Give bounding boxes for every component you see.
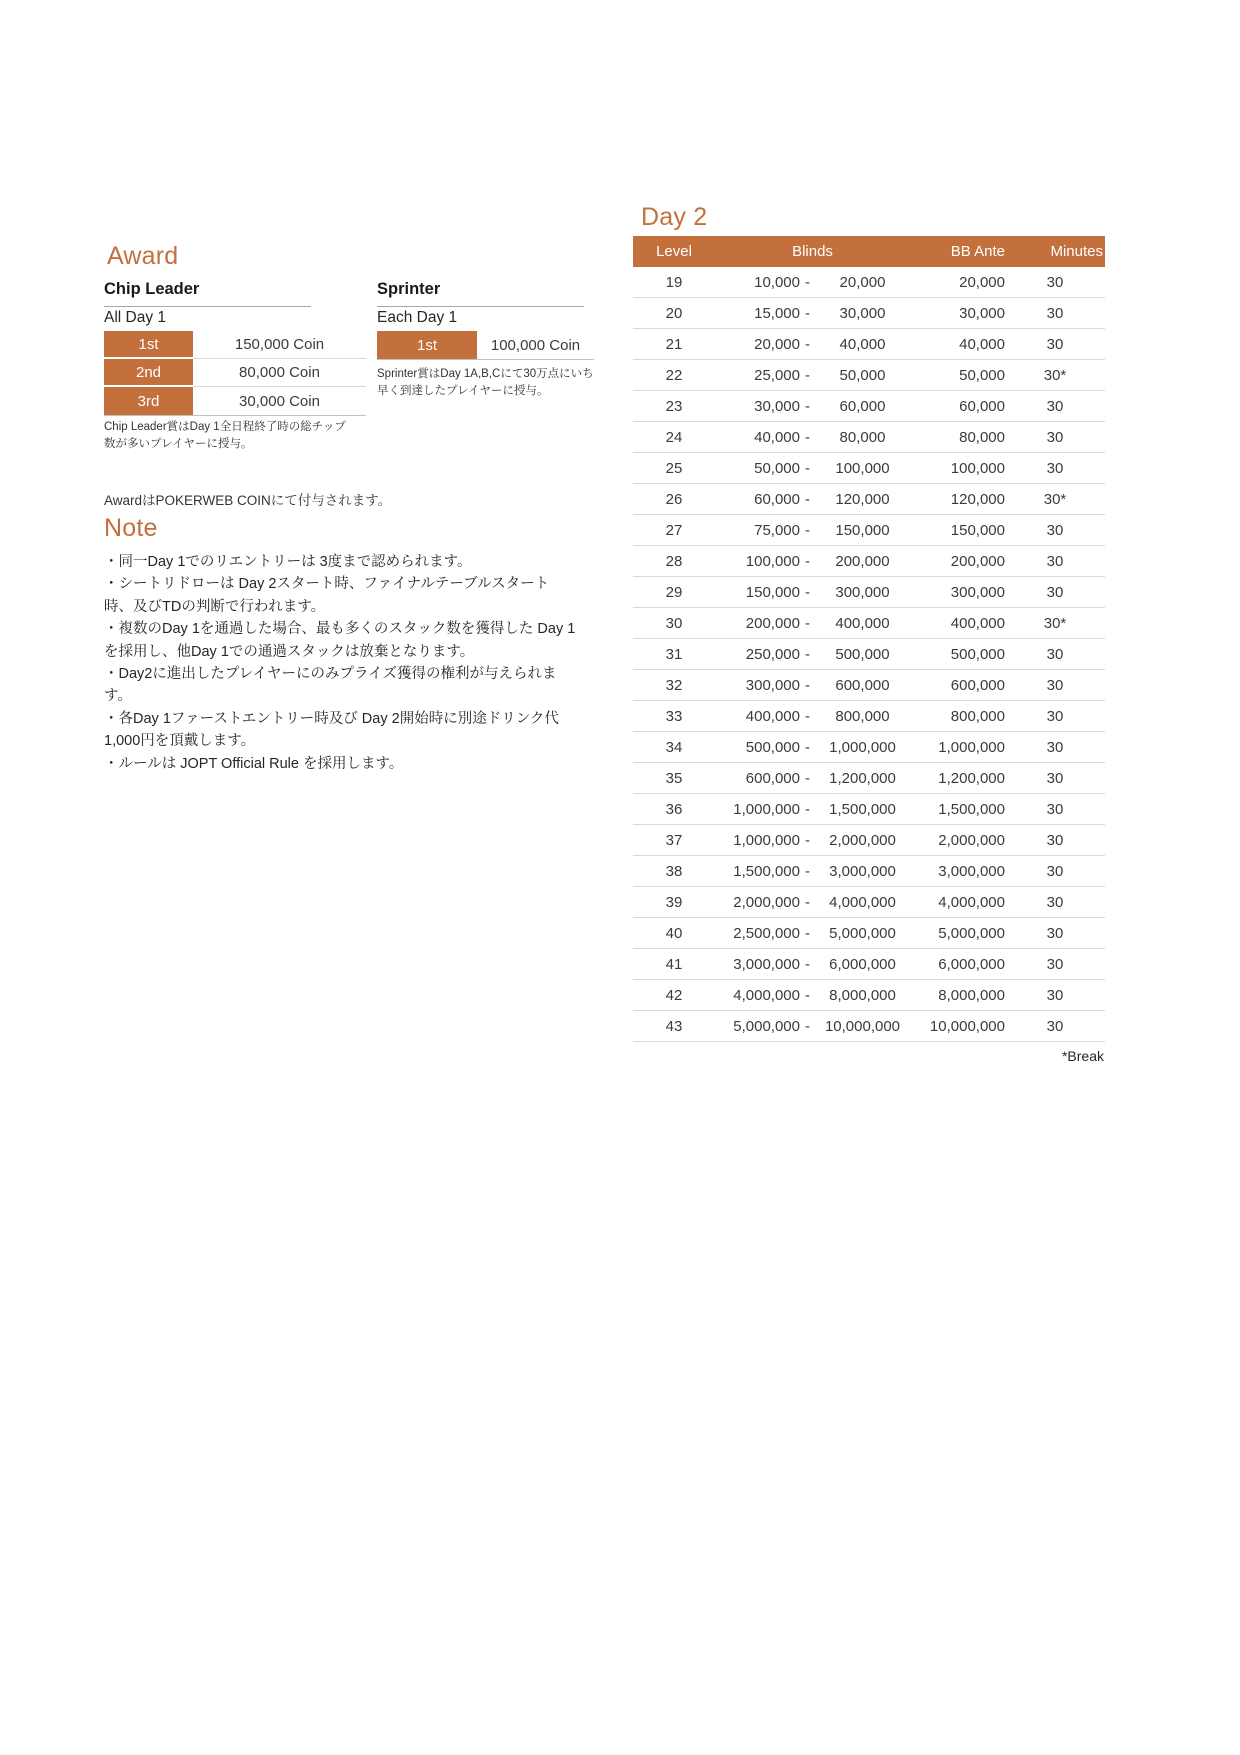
level-number: 33: [665, 707, 683, 725]
big-blind: 400,000: [835, 614, 890, 632]
level-row: [633, 763, 1105, 794]
prize-row: [104, 359, 366, 387]
level-row: [633, 484, 1105, 515]
small-blind: 4,000,000: [733, 986, 800, 1004]
chip-leader-note: Chip Leader賞はDay 1全日程終了時の総チップ数が多いプレイヤーに授与。: [104, 421, 346, 450]
blinds-dash: -: [805, 428, 810, 446]
big-blind: 1,000,000: [829, 738, 896, 756]
small-blind: 1,500,000: [733, 862, 800, 880]
blinds-cell: [715, 553, 910, 570]
small-blind: 40,000: [754, 428, 800, 446]
big-blind: 120,000: [835, 490, 890, 508]
level-row: [633, 360, 1105, 391]
big-blind: 30,000: [839, 304, 886, 322]
blinds-dash: -: [805, 924, 810, 942]
small-blind: 30,000: [754, 397, 800, 415]
blinds-dash: -: [805, 521, 810, 539]
blinds-cell: [715, 708, 910, 725]
level-number: 36: [665, 800, 683, 818]
bb-ante-value: 30,000: [959, 304, 1005, 322]
sprinter-heading: Sprinter: [377, 280, 584, 307]
blinds-dash: -: [805, 862, 810, 880]
level-row: [633, 639, 1105, 670]
minutes-value: 30: [1046, 459, 1064, 477]
minutes-value: 30: [1046, 304, 1064, 322]
blinds-dash: -: [805, 676, 810, 694]
bb-ante-value: 2,000,000: [938, 831, 1005, 849]
blinds-cell: [715, 615, 910, 632]
note-item: ・Day2に進出したプレイヤーにのみプライズ獲得の権利が与えられます。: [104, 666, 557, 705]
minutes-value: 30: [1046, 397, 1064, 415]
header-level: Level: [656, 243, 692, 260]
big-blind: 5,000,000: [829, 924, 896, 942]
minutes-value: 30: [1046, 552, 1064, 570]
blinds-cell: [715, 739, 910, 756]
level-number: 39: [665, 893, 683, 911]
prize-rank: 1st: [377, 331, 477, 359]
minutes-value: 30: [1046, 707, 1064, 725]
small-blind: 1,000,000: [733, 831, 800, 849]
level-row: [633, 422, 1105, 453]
level-row: [633, 670, 1105, 701]
blinds-dash: -: [805, 459, 810, 477]
blinds-dash: -: [805, 955, 810, 973]
level-row: [633, 453, 1105, 484]
small-blind: 150,000: [745, 583, 800, 601]
blinds-cell: [715, 801, 910, 818]
blinds-cell: [715, 305, 910, 322]
blinds-dash: -: [805, 1017, 810, 1035]
minutes-value: 30*: [1043, 366, 1067, 384]
big-blind: 1,500,000: [829, 800, 896, 818]
bb-ante-value: 5,000,000: [938, 924, 1005, 942]
blinds-cell: [715, 1018, 910, 1035]
big-blind: 40,000: [839, 335, 886, 353]
level-row: [633, 515, 1105, 546]
blinds-cell: [715, 956, 910, 973]
minutes-value: 30: [1046, 676, 1064, 694]
small-blind: 75,000: [754, 521, 800, 539]
big-blind: 4,000,000: [829, 893, 896, 911]
big-blind: 8,000,000: [829, 986, 896, 1004]
minutes-value: 30: [1046, 862, 1064, 880]
blinds-cell: [715, 522, 910, 539]
level-number: 20: [665, 304, 683, 322]
header-bb-ante: BB Ante: [950, 243, 1005, 260]
level-number: 21: [665, 335, 683, 353]
bb-ante-value: 10,000,000: [929, 1017, 1005, 1035]
level-number: 22: [665, 366, 683, 384]
blinds-dash: -: [805, 800, 810, 818]
level-row: [633, 825, 1105, 856]
minutes-value: 30*: [1043, 614, 1067, 632]
prize-amount: 100,000 Coin: [477, 331, 594, 359]
blinds-dash: -: [805, 490, 810, 508]
blinds-dash: -: [805, 552, 810, 570]
blinds-dash: -: [805, 583, 810, 601]
small-blind: 200,000: [745, 614, 800, 632]
bb-ante-value: 120,000: [950, 490, 1005, 508]
blinds-dash: -: [805, 769, 810, 787]
small-blind: 5,000,000: [733, 1017, 800, 1035]
blinds-dash: -: [805, 397, 810, 415]
big-blind: 3,000,000: [829, 862, 896, 880]
small-blind: 250,000: [745, 645, 800, 663]
level-number: 25: [665, 459, 683, 477]
small-blind: 10,000: [754, 273, 800, 291]
big-blind: 500,000: [835, 645, 890, 663]
blinds-cell: [715, 336, 910, 353]
small-blind: 100,000: [745, 552, 800, 570]
blinds-cell: [715, 770, 910, 787]
level-row: [633, 918, 1105, 949]
small-blind: 25,000: [754, 366, 800, 384]
small-blind: 500,000: [745, 738, 800, 756]
blinds-cell: [715, 274, 910, 291]
chip-leader-period: All Day 1: [104, 309, 366, 334]
big-blind: 60,000: [839, 397, 886, 415]
day2-section-title: Day 2: [641, 203, 708, 231]
minutes-value: 30: [1046, 893, 1064, 911]
small-blind: 300,000: [745, 676, 800, 694]
bb-ante-value: 200,000: [950, 552, 1005, 570]
header-blinds: Blinds: [792, 243, 833, 260]
small-blind: 2,000,000: [733, 893, 800, 911]
level-number: 34: [665, 738, 683, 756]
level-row: [633, 1011, 1105, 1042]
blinds-dash: -: [805, 738, 810, 756]
small-blind: 50,000: [754, 459, 800, 477]
level-row: [633, 329, 1105, 360]
minutes-value: 30: [1046, 645, 1064, 663]
level-number: 41: [665, 955, 683, 973]
sprinter-prize-table: [377, 331, 594, 360]
day2-table-body: [633, 267, 1105, 1042]
level-number: 32: [665, 676, 683, 694]
small-blind: 1,000,000: [733, 800, 800, 818]
award-footnote: AwardはPOKERWEB COINにて付与されます。: [104, 493, 392, 508]
chip-leader-heading: Chip Leader: [104, 280, 311, 307]
bb-ante-value: 4,000,000: [938, 893, 1005, 911]
level-number: 30: [665, 614, 683, 632]
prize-row: [104, 387, 366, 415]
big-blind: 100,000: [835, 459, 890, 477]
level-row: [633, 887, 1105, 918]
blinds-dash: -: [805, 304, 810, 322]
prize-rank: 1st: [104, 331, 193, 359]
level-row: [633, 608, 1105, 639]
level-row: [633, 267, 1105, 298]
bb-ante-value: 40,000: [959, 335, 1005, 353]
prize-rank: 3rd: [104, 387, 193, 415]
level-row: [633, 546, 1105, 577]
level-row: [633, 701, 1105, 732]
level-number: 38: [665, 862, 683, 880]
level-row: [633, 391, 1105, 422]
big-blind: 20,000: [839, 273, 886, 291]
break-footnote: *Break: [1061, 1048, 1104, 1064]
note-item: ・ルールは JOPT Official Rule を採用します。: [104, 755, 404, 772]
blinds-cell: [715, 491, 910, 508]
big-blind: 200,000: [835, 552, 890, 570]
big-blind: 600,000: [835, 676, 890, 694]
bb-ante-value: 80,000: [959, 428, 1005, 446]
level-number: 37: [665, 831, 683, 849]
blinds-dash: -: [805, 273, 810, 291]
bb-ante-value: 1,500,000: [938, 800, 1005, 818]
big-blind: 50,000: [839, 366, 886, 384]
bb-ante-value: 100,000: [950, 459, 1005, 477]
bb-ante-value: 600,000: [950, 676, 1005, 694]
minutes-value: 30*: [1043, 490, 1067, 508]
prize-amount: 30,000 Coin: [193, 387, 366, 415]
note-item: ・同一Day 1でのリエントリーは 3度まで認められます。: [104, 554, 472, 570]
note-list: [104, 551, 578, 775]
small-blind: 3,000,000: [733, 955, 800, 973]
small-blind: 20,000: [754, 335, 800, 353]
big-blind: 150,000: [835, 521, 890, 539]
blinds-dash: -: [805, 893, 810, 911]
minutes-value: 30: [1046, 1017, 1064, 1035]
level-number: 42: [665, 986, 683, 1004]
minutes-value: 30: [1046, 986, 1064, 1004]
minutes-value: 30: [1046, 955, 1064, 973]
prize-row: [104, 331, 366, 359]
blinds-dash: -: [805, 707, 810, 725]
blinds-cell: [715, 832, 910, 849]
minutes-value: 30: [1046, 738, 1064, 756]
level-row: [633, 794, 1105, 825]
bb-ante-value: 3,000,000: [938, 862, 1005, 880]
level-number: 43: [665, 1017, 683, 1035]
bb-ante-value: 20,000: [959, 273, 1005, 291]
level-row: [633, 980, 1105, 1011]
award-section-title: Award: [107, 242, 179, 270]
level-number: 40: [665, 924, 683, 942]
level-number: 28: [665, 552, 683, 570]
big-blind: 800,000: [835, 707, 890, 725]
bb-ante-value: 1,200,000: [938, 769, 1005, 787]
big-blind: 6,000,000: [829, 955, 896, 973]
blinds-cell: [715, 646, 910, 663]
chip-leader-prize-table: [104, 331, 366, 416]
blinds-cell: [715, 460, 910, 477]
level-number: 29: [665, 583, 683, 601]
big-blind: 1,200,000: [829, 769, 896, 787]
minutes-value: 30: [1046, 521, 1064, 539]
prize-amount: 150,000 Coin: [193, 331, 366, 359]
blinds-cell: [715, 677, 910, 694]
note-section-title: Note: [104, 514, 158, 542]
minutes-value: 30: [1046, 924, 1064, 942]
sprinter-note: Sprinter賞はDay 1A,B,Cにて30万点にいち早く到達したプレイヤーに授与。: [377, 368, 594, 397]
small-blind: 600,000: [745, 769, 800, 787]
big-blind: 80,000: [839, 428, 886, 446]
header-minutes: Minutes: [1050, 243, 1103, 260]
prize-rank: 2nd: [104, 359, 193, 387]
minutes-value: 30: [1046, 831, 1064, 849]
prize-row: [377, 331, 594, 359]
minutes-value: 30: [1046, 428, 1064, 446]
note-item: ・各Day 1ファーストエントリー時及び Day 2開始時に別途ドリンク代 1,000円を頂戴します。: [104, 710, 559, 750]
level-number: 31: [665, 645, 683, 663]
small-blind: 60,000: [754, 490, 800, 508]
minutes-value: 30: [1046, 273, 1064, 291]
level-number: 27: [665, 521, 683, 539]
note-item: ・シートリドローは Day 2スタート時、ファイナルテーブルスタート時、及びTDの判断で行われます。: [104, 576, 550, 615]
minutes-value: 30: [1046, 335, 1064, 353]
level-number: 19: [665, 273, 683, 291]
blinds-cell: [715, 584, 910, 601]
bb-ante-value: 8,000,000: [938, 986, 1005, 1004]
blinds-dash: -: [805, 366, 810, 384]
day2-structure-table: [633, 236, 1105, 1064]
blinds-cell: [715, 367, 910, 384]
blinds-dash: -: [805, 831, 810, 849]
blinds-cell: [715, 987, 910, 1004]
bb-ante-value: 6,000,000: [938, 955, 1005, 973]
minutes-value: 30: [1046, 583, 1064, 601]
small-blind: 400,000: [745, 707, 800, 725]
note-item: ・複数のDay 1を通過した場合、最も多くのスタック数を獲得した Day 1を採用し、他Day 1での通過スタックは放棄となります。: [104, 621, 576, 660]
level-row: [633, 577, 1105, 608]
blinds-cell: [715, 894, 910, 911]
level-row: [633, 856, 1105, 887]
bb-ante-value: 300,000: [950, 583, 1005, 601]
bb-ante-value: 50,000: [959, 366, 1005, 384]
blinds-dash: -: [805, 986, 810, 1004]
level-row: [633, 298, 1105, 329]
minutes-value: 30: [1046, 800, 1064, 818]
blinds-cell: [715, 398, 910, 415]
small-blind: 2,500,000: [733, 924, 800, 942]
big-blind: 10,000,000: [824, 1017, 901, 1035]
level-number: 35: [665, 769, 683, 787]
level-row: [633, 949, 1105, 980]
blinds-cell: [715, 429, 910, 446]
bb-ante-value: 800,000: [950, 707, 1005, 725]
level-number: 24: [665, 428, 683, 446]
blinds-dash: -: [805, 614, 810, 632]
day2-table-header: [633, 236, 1105, 267]
blinds-cell: [715, 925, 910, 942]
bb-ante-value: 400,000: [950, 614, 1005, 632]
bb-ante-value: 150,000: [950, 521, 1005, 539]
blinds-dash: -: [805, 335, 810, 353]
small-blind: 15,000: [754, 304, 800, 322]
blinds-cell: [715, 863, 910, 880]
minutes-value: 30: [1046, 769, 1064, 787]
bb-ante-value: 60,000: [959, 397, 1005, 415]
blinds-dash: -: [805, 645, 810, 663]
prize-amount: 80,000 Coin: [193, 359, 366, 387]
bb-ante-value: 500,000: [950, 645, 1005, 663]
level-row: [633, 732, 1105, 763]
level-number: 23: [665, 397, 683, 415]
bb-ante-value: 1,000,000: [938, 738, 1005, 756]
big-blind: 300,000: [835, 583, 890, 601]
sprinter-period: Each Day 1: [377, 309, 594, 334]
level-number: 26: [665, 490, 683, 508]
big-blind: 2,000,000: [829, 831, 896, 849]
